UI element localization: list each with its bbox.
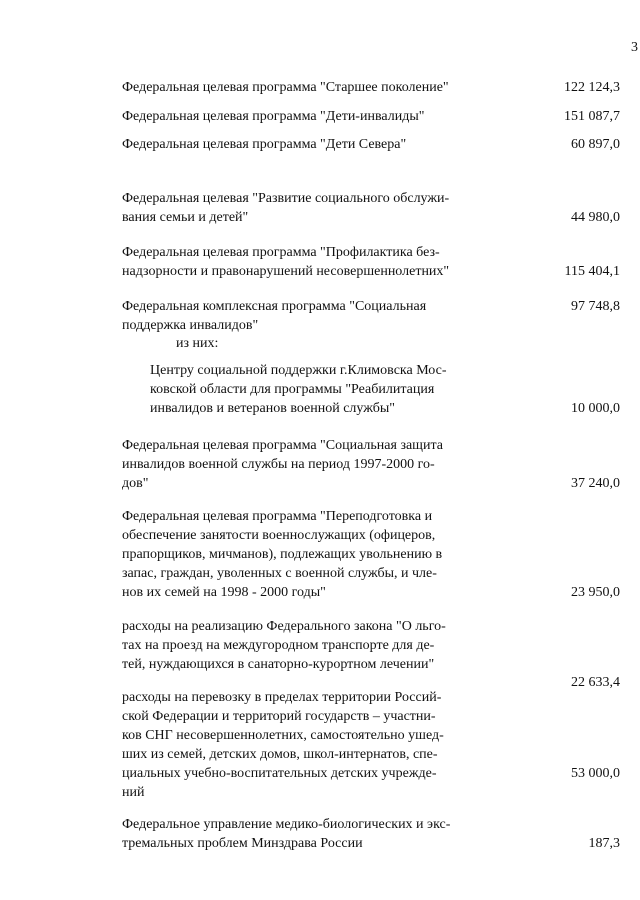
entry-amount: 37 240,0 [571, 476, 620, 491]
budget-entry-travel-benefits-law [122, 617, 620, 690]
entry-amount: 53 000,0 [571, 766, 620, 781]
page-number: 3 [631, 40, 638, 55]
entry-text: Федеральная целевая программа "Переподготовка и обеспечение занятости военнослужащих (офицеров, прапорщиков, мичманов), подлежащих увольнению в запас, граждан, уволенных с военной службы, и чле- нов их семей на 1998 - 2000 годы" [122, 509, 443, 600]
entry-text: Федеральная целевая программа "Дети Севера" [122, 137, 407, 152]
entry-text: расходы на перевозку в пределах территории Россий- ской Федерации и территорий государств – участни- ков СНГ несовершеннолетних, самостоятельно ушед- ших из семей, детских домов, школ-интернатов, спе- циальных учебно-воспитательных детских учрежде- ний [122, 690, 444, 800]
budget-entry-military-retraining [122, 507, 620, 602]
entry-text: Федеральная целевая программа "Старшее поколение" [122, 80, 449, 95]
budget-entry-minors-transport [122, 688, 620, 802]
entry-amount: 10 000,0 [571, 401, 620, 416]
budget-entry-social-services-family [122, 189, 620, 227]
entry-amount: 22 633,4 [571, 675, 620, 690]
entry-text: Федеральная целевая программа "Дети-инвалиды" [122, 109, 425, 124]
entry-text: расходы на реализацию Федерального закона "О льго- тах на проезд на междугородном транспорте для де- тей, нуждающихся в санаторно-курортном лечении" [122, 619, 446, 672]
entry-amount: 122 124,3 [564, 80, 620, 95]
entry-amount: 151 087,7 [564, 109, 620, 124]
entry-text: Центру социальной поддержки г.Климовска Мос- ковской области для программы "Реабилитация инвалидов и ветеранов военной службы" [150, 363, 447, 416]
entry-text: Федеральное управление медико-биологических и экс- тремальных проблем Минздрава России [122, 817, 451, 851]
entry-amount: 115 404,1 [564, 264, 620, 279]
entry-text: Федеральная целевая программа "Профилактика без- надзорности и правонарушений несовершеннолетних" [122, 245, 450, 279]
budget-entry-social-support-disabled [122, 297, 620, 335]
entry-text: Федеральная целевая программа "Социальная защита инвалидов военной службы на период 1997-2000 го- дов" [122, 438, 443, 491]
budget-entry-neglect-prevention [122, 243, 620, 281]
budget-subentry-klimovsk-center [150, 361, 620, 418]
entry-amount: 97 748,8 [571, 299, 620, 314]
sub-label-of-which: из них: [176, 336, 219, 351]
budget-entry-older-generation [122, 78, 620, 97]
budget-entry-medical-biological-directorate [122, 815, 620, 853]
entry-amount: 23 950,0 [571, 585, 620, 600]
entry-text: Федеральная комплексная программа "Социальная поддержка инвалидов" [122, 299, 427, 333]
entry-amount: 44 980,0 [571, 210, 620, 225]
budget-entry-children-of-north [122, 135, 620, 154]
entry-text: Федеральная целевая "Развитие социального обслужи- вания семьи и детей" [122, 191, 450, 225]
budget-entry-military-disabled-protection [122, 436, 620, 493]
entry-amount: 60 897,0 [571, 137, 620, 152]
entry-amount: 187,3 [588, 836, 620, 851]
budget-entry-disabled-children [122, 107, 620, 126]
